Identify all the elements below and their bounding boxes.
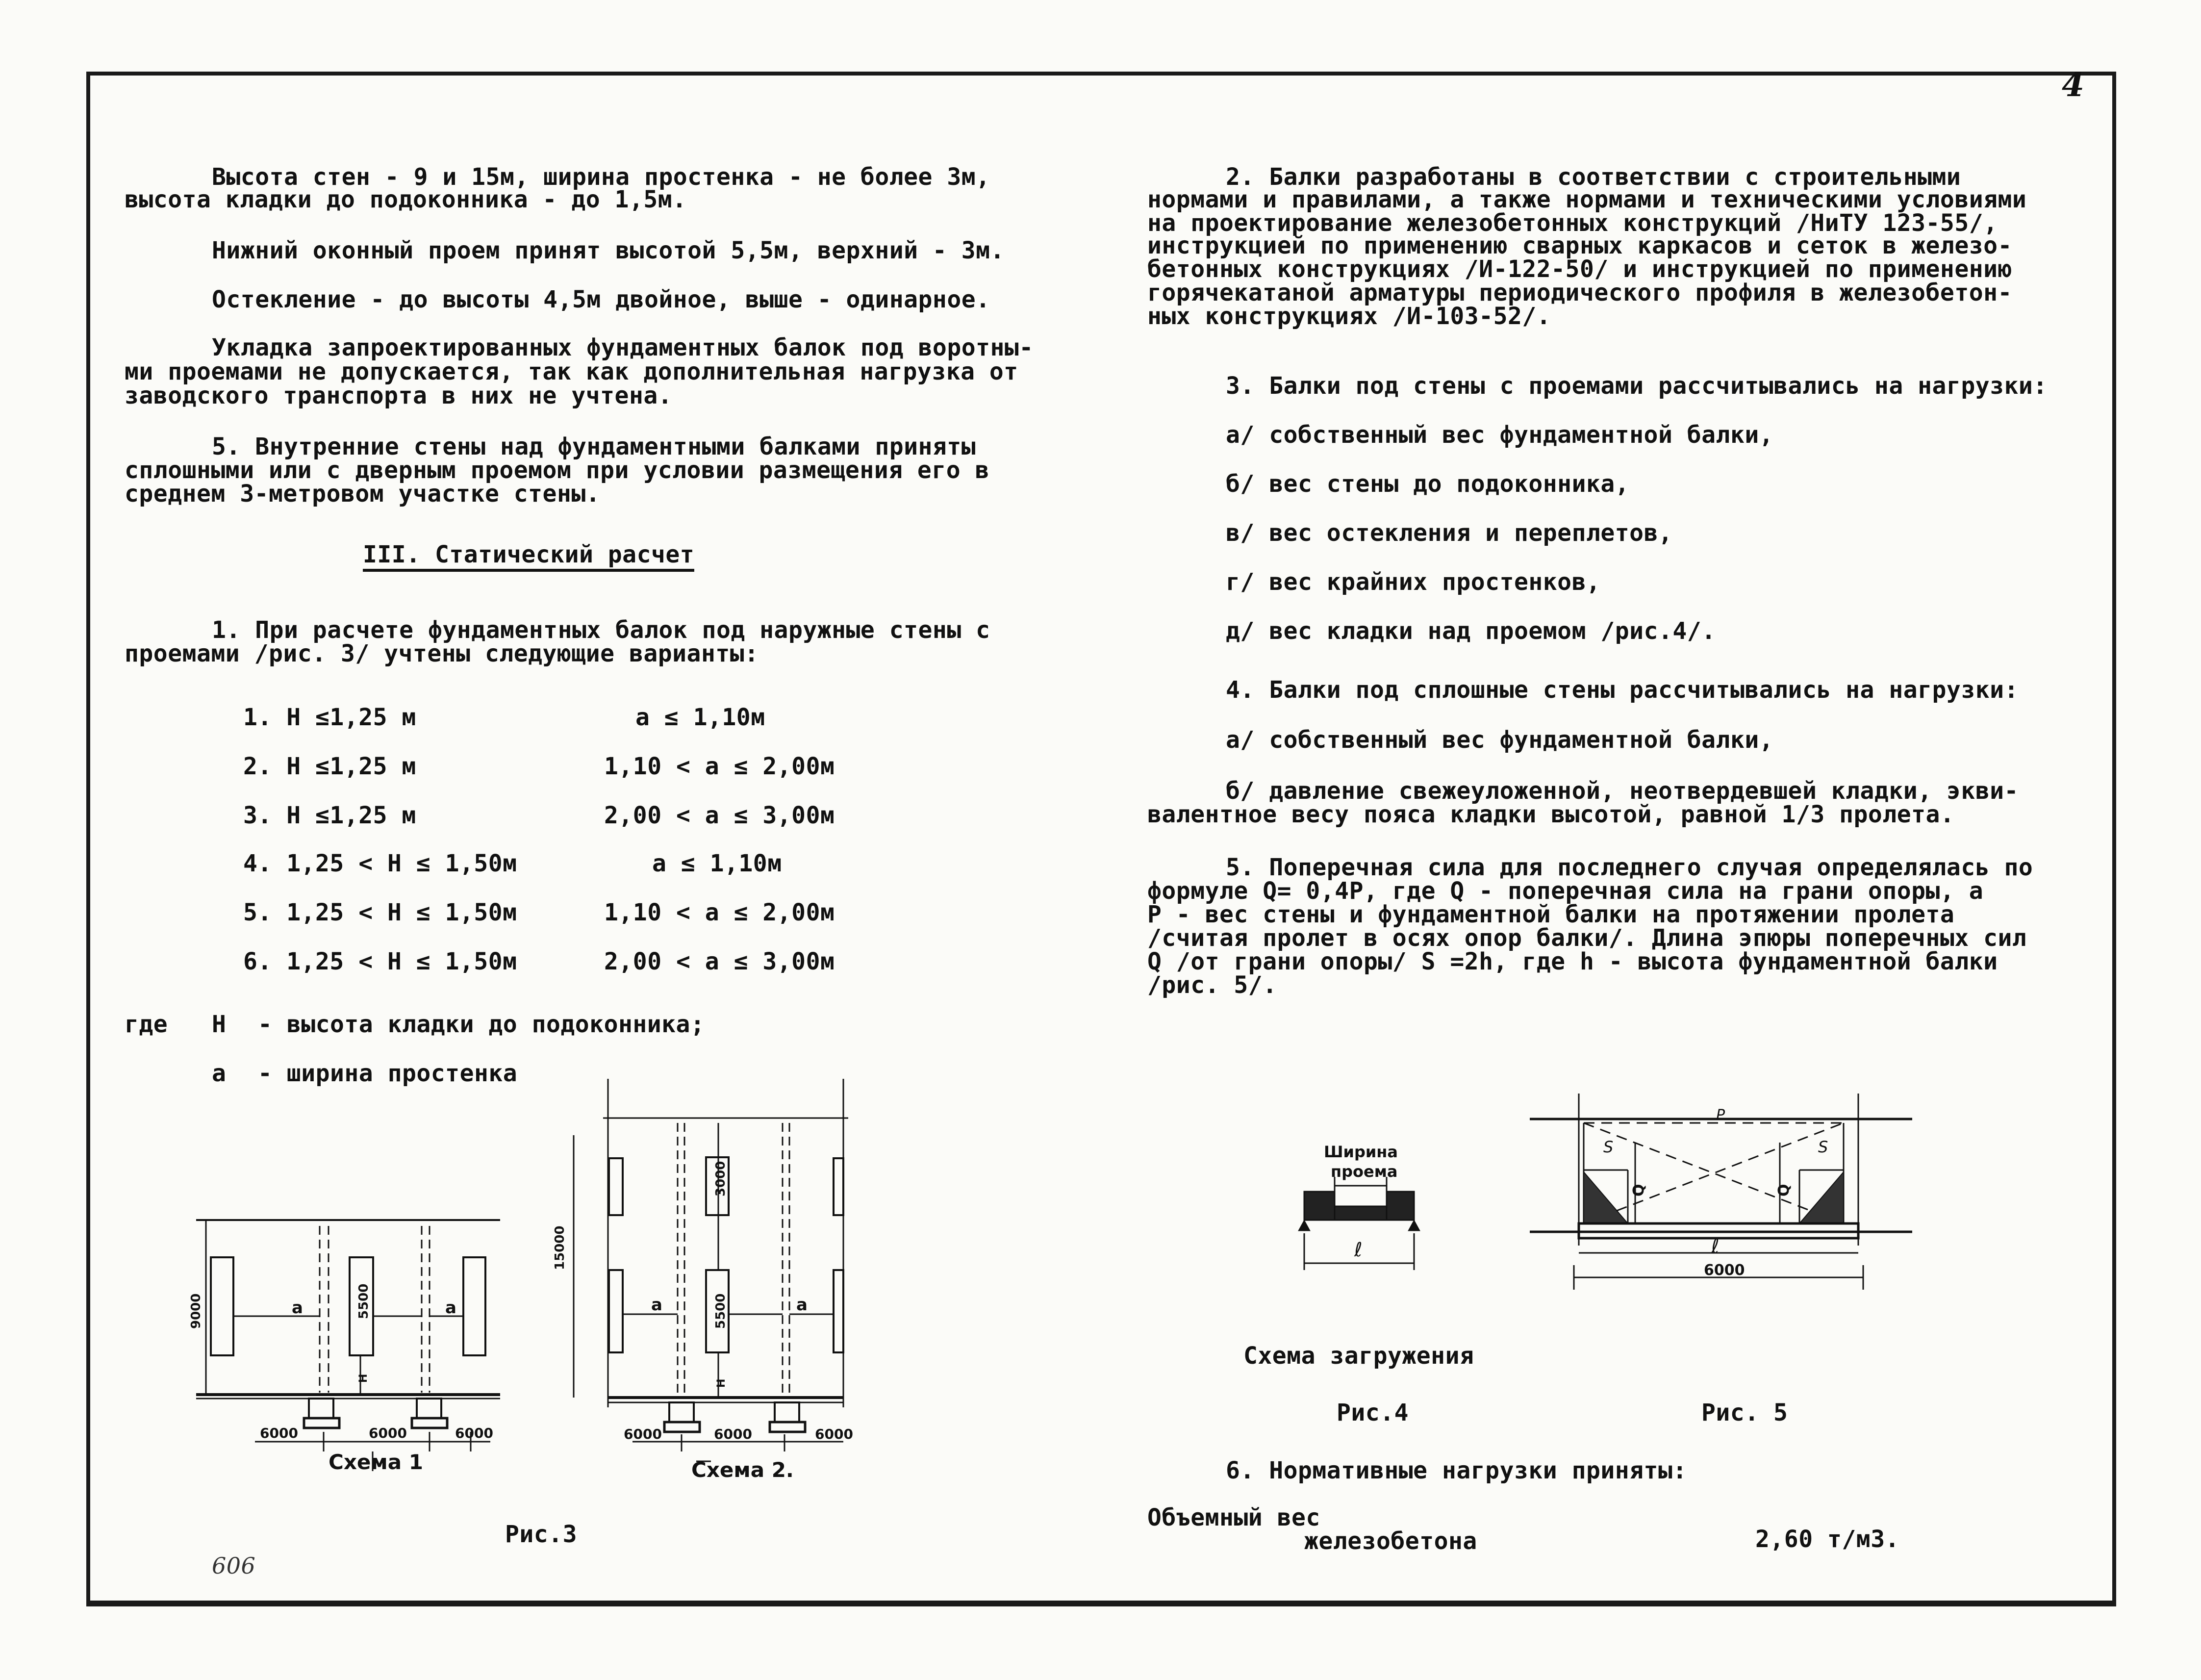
variant-1-height: 1. Н ≤1,25 м: [243, 704, 416, 731]
right-paragraph-6: 6. Нормативные нагрузки приняты:: [1226, 1457, 1687, 1484]
scheme-1-drawing: [186, 1206, 505, 1481]
load-a: а/ собственный вес фундаментной балки,: [1226, 421, 1774, 449]
scheme-1-h-label: Н: [357, 1374, 370, 1383]
left-paragraph-3: Остекление - до высоты 4,5м двойное, выше - одинарное.: [212, 286, 990, 313]
legend-h-text: - высота кладки до подоконника;: [258, 1011, 705, 1038]
unit-weight-label-line-2: железобетона: [1304, 1527, 1477, 1555]
right-paragraph-5-line-4: /считая пролет в осях опор балки/. Длина эпюры поперечных сил: [1147, 924, 2027, 952]
left-paragraph-4-line-3: заводского транспорта в них не учтена.: [125, 382, 673, 409]
scheme-2-span-2: 6000: [714, 1426, 752, 1442]
right-paragraph-2-line-3: на проектирование железобетонных конструкций /НиТУ 123-55/,: [1147, 209, 1998, 237]
right-paragraph-5-line-2: формуле Q= 0,4Р, где Q - поперечная сила на грани опоры, а: [1147, 877, 1984, 905]
scheme-1-height-label: 9000: [189, 1293, 203, 1329]
left-paragraph-1-line-2: высота кладки до подоконника - до 1,5м.: [125, 186, 687, 213]
fig5-s-right: S: [1818, 1138, 1828, 1156]
legend-h-symbol: Н: [212, 1011, 227, 1038]
sheet-mark: 606: [212, 1553, 256, 1579]
fig4-label-1: Ширина: [1324, 1143, 1398, 1161]
scheme-2-height-label: 15000: [553, 1225, 567, 1270]
left-paragraph-5-line-1: 5. Внутренние стены над фундаментными балками приняты: [212, 433, 976, 460]
fig4-drawing: [1294, 1128, 1442, 1285]
right-paragraph-2-line-6: горячекатаной арматуры периодического профиля в железобетон-: [1147, 279, 2012, 306]
right-paragraph-5-line-3: Р - вес стены и фундаментной балки на протяжении пролета: [1147, 901, 1955, 928]
scheme-2-caption: Схема 2.: [691, 1458, 794, 1482]
right-paragraph-4: 4. Балки под сплошные стены рассчитывались на нагрузки:: [1226, 676, 2019, 704]
load2-a: а/ собственный вес фундаментной балки,: [1226, 726, 1774, 754]
variant-3-width: 2,00 < а ≤ 3,00м: [604, 802, 835, 829]
left-paragraph-5-line-3: среднем 3-метровом участке стены.: [125, 480, 601, 508]
right-paragraph-2-line-2: нормами и правилами, а также нормами и техническими условиями: [1147, 186, 2027, 213]
scheme-1-pier-a-1: а: [292, 1298, 303, 1318]
left-paragraph-6-line-2: проемами /рис. 3/ учтены следующие варианты:: [125, 640, 759, 667]
scheme-1-window-label: 5500: [356, 1283, 371, 1319]
left-paragraph-5-line-2: сплошными или с дверным проемом при условии размещения его в: [125, 457, 989, 484]
load-g: г/ вес крайних простенков,: [1226, 568, 1601, 596]
fig5-drawing: [1530, 1084, 1922, 1329]
fig4-span-l: ℓ: [1354, 1239, 1363, 1261]
right-paragraph-5-line-5: Q /от грани опоры/ S =2h, где h - высота фундаментной балки: [1147, 948, 1998, 975]
scheme-2-span-1: 6000: [624, 1426, 662, 1442]
fig4-caption: Рис.4: [1337, 1399, 1409, 1426]
load2-b-line-1: б/ давление свежеуложенной, неотвердевшей кладки, экви-: [1226, 777, 2019, 805]
left-paragraph-4-line-1: Укладка запроектированных фундаментных балок под воротны-: [212, 334, 1034, 361]
page-number: 4: [2062, 66, 2085, 104]
fig5-load-p: Р: [1716, 1107, 1725, 1124]
left-paragraph-2: Нижний оконный проем принят высотой 5,5м, верхний - 3м.: [212, 237, 1005, 264]
right-paragraph-2-line-5: бетонных конструкциях /И-122-50/ и инструкцией по применению: [1147, 255, 2012, 283]
legend-a-text: - ширина простенка: [258, 1060, 518, 1087]
legend-where: где: [125, 1011, 168, 1038]
unit-weight-label-line-1: Объемный вес: [1147, 1504, 1320, 1531]
fig5-span-value: 6000: [1704, 1262, 1745, 1279]
variant-2-height: 2. Н ≤1,25 м: [243, 753, 416, 780]
fig4-label-2: проема: [1331, 1162, 1398, 1181]
right-paragraph-2-line-7: ных конструкциях /И-103-52/.: [1147, 303, 1551, 330]
left-paragraph-1-line-1: Высота стен - 9 и 15м, ширина простенка - не более 3м,: [212, 163, 990, 191]
variant-4-width: а ≤ 1,10м: [652, 850, 782, 877]
scheme-2-pier-a-1: а: [651, 1295, 662, 1315]
fig3-caption: Рис.3: [505, 1521, 577, 1548]
load-b: б/ вес стены до подоконника,: [1226, 470, 1630, 498]
fig5-s-left: S: [1603, 1138, 1614, 1156]
scheme-1-pier-a-2: а: [445, 1298, 456, 1318]
variant-4-height: 4. 1,25 < Н ≤ 1,50м: [243, 850, 517, 877]
scheme-1-span-1: 6000: [260, 1425, 298, 1441]
fig5-caption: Рис. 5: [1701, 1399, 1788, 1426]
section-heading: III. Статический расчет: [363, 543, 694, 572]
left-paragraph-4-line-2: ми проемами не допускается, так как дополнительная нагрузка от: [125, 358, 1018, 385]
variant-2-width: 1,10 < а ≤ 2,00м: [604, 753, 835, 780]
fig5-q-left: Q: [1630, 1184, 1647, 1196]
right-paragraph-2-line-1: 2. Балки разработаны в соответствии с строительными: [1226, 163, 1961, 191]
variant-1-width: а ≤ 1,10м: [635, 704, 765, 731]
fig5-q-right: Q: [1775, 1184, 1793, 1196]
variant-5-width: 1,10 < а ≤ 2,00м: [604, 899, 835, 926]
right-paragraph-2-line-4: инструкцией по применению сварных каркасов и сеток в железо-: [1147, 232, 2012, 259]
scheme-2-span-3: 6000: [815, 1426, 853, 1442]
left-paragraph-6-line-1: 1. При расчете фундаментных балок под наружные стены с: [212, 616, 990, 644]
legend-a-symbol: а: [212, 1060, 227, 1087]
unit-weight-value: 2,60 т/м3.: [1755, 1526, 1899, 1553]
right-paragraph-5-line-6: /рис. 5/.: [1147, 971, 1277, 999]
scheme-2-drawing: [549, 1074, 863, 1501]
variant-6-width: 2,00 < а ≤ 3,00м: [604, 948, 835, 975]
scheme-1-span-2: 6000: [369, 1425, 407, 1441]
load-d: д/ вес кладки над проемом /рис.4/.: [1226, 617, 1716, 645]
scheme-2-pier-a-2: а: [796, 1295, 808, 1315]
right-paragraph-3: 3. Балки под стены с проемами рассчитывались на нагрузки:: [1226, 372, 2048, 400]
load-v: в/ вес остекления и переплетов,: [1226, 519, 1673, 547]
variant-6-height: 6. 1,25 < Н ≤ 1,50м: [243, 948, 517, 975]
variant-5-height: 5. 1,25 < Н ≤ 1,50м: [243, 899, 517, 926]
loading-scheme-caption: Схема загружения: [1243, 1342, 1474, 1370]
scheme-1-span-3: 6000: [455, 1425, 493, 1441]
right-paragraph-5-line-1: 5. Поперечная сила для последнего случая определялась по: [1226, 854, 2033, 881]
scheme-1-caption: Схема 1: [329, 1450, 423, 1474]
scheme-2-h-label: Н: [715, 1378, 728, 1388]
fig5-span-l: ℓ: [1711, 1235, 1720, 1258]
load2-b-line-2: валентное весу пояса кладки высотой, равной 1/3 пролета.: [1147, 801, 1955, 828]
scheme-2-lower-window-label: 5500: [713, 1293, 728, 1329]
scheme-2-upper-window-label: 3000: [713, 1161, 728, 1196]
variant-3-height: 3. Н ≤1,25 м: [243, 802, 416, 829]
